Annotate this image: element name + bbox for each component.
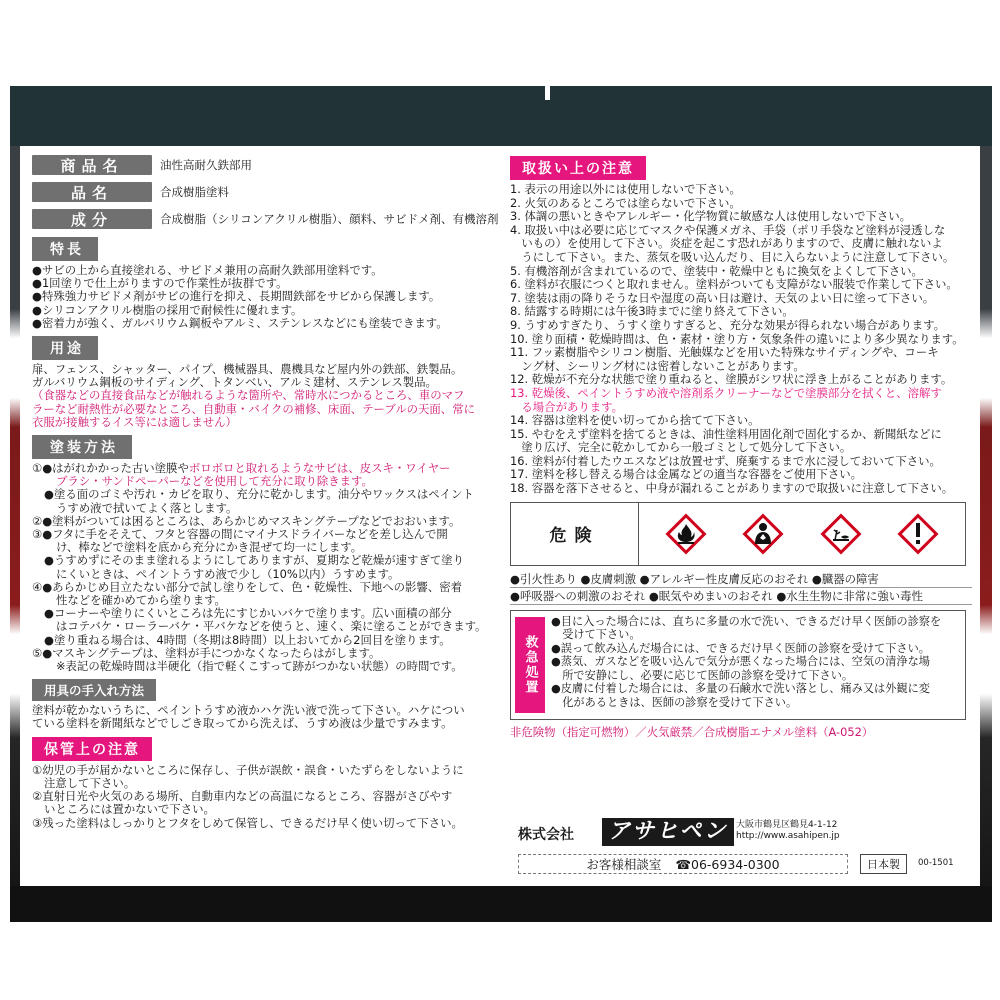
ingredients-value: 合成樹脂（シリコンアクリル樹脂）、顔料、サビドメ剤、有機溶剤 [160,212,499,226]
method-line: ①●はがれかかった古い塗膜や [32,461,189,476]
method-line: ⑤●マスキングテープは、塗料が手につかなくなったらはがします。 [32,645,381,660]
first-aid-line: ●誤って飲み込んだ場合には、できるだけ早く医師の診察を受けて下さい。 [551,641,930,655]
first-aid-line: ●蒸気、ガスなどを吸い込んで気分が悪くなった場合には、空気の清浄な場 [551,655,930,669]
handling-item: 5. 有機溶剤が含まれているので、塗装中・乾燥中ともに換気をよくして下さい。 [510,263,923,278]
handling-item: 9. うすめすぎたり、うすく塗りすぎると、充分な効果が得られない場合があります。 [510,317,946,332]
handling-item: 11. フッ素樹脂やシリコン樹脂、光触媒などを用いた特殊なサイディングや、コーキ [510,345,939,360]
handling-item: 塗り広げ、完全に乾かしてから一般ゴミとして処分して下さい。 [510,440,852,455]
hazard-line: ●呼吸器への刺激のおそれ ●眠気やめまいのおそれ ●水生生物に非常に強い毒性 [510,588,972,605]
handling-item: 13. 乾燥後、ペイントうすめ液や溶剤系クリーナーなどで塗膜部分を拭くと、溶解す [510,385,942,400]
danger-signal-word: 危険 [511,503,639,565]
item-name-value: 合成樹脂塗料 [160,185,229,199]
product-name-row [32,154,502,176]
environment-icon [819,512,863,556]
company-url: http://www.asahipen.jp [736,831,840,841]
brand-logo: アサヒペン [602,818,734,846]
hazard-statements [510,571,972,605]
first-aid-box [510,610,966,720]
handling-item: 8. 結露する時期には午後3時までに塗り終えて下さい。 [510,304,794,319]
handling-item: 17. 塗料を移し替える場合は金属などの適当な容器をご使用下さい。 [510,467,863,482]
method-rust-warning: ブラシ・サンドペーパーなどを使用して充分に取り除きます。 [56,474,373,489]
storage-heading: 保管上の注意 [32,737,152,761]
right-column [510,154,972,872]
handling-item: 12. 乾燥が不充分な状態で塗り重ねると、塗膜がシワ状に浮き上がることがあります。 [510,372,953,387]
company-address-block [736,820,840,842]
handling-item: ング材、シーリング材には密着しないことがあります。 [510,358,805,373]
method-line: け、棒などで塗料を底から充分にかき混ぜて均一にします。 [56,540,363,555]
item-name-label: 品名 [32,182,152,202]
method-note: ※表記の乾燥時間は半硬化（指で軽くこすって跡がつかない状態）の時間です。 [56,659,463,674]
handling-item: いもの）を使用して下さい。炎症を起こす恐れがありますので、皮膚に触れないよ [510,236,943,251]
storage-line: ③残った塗料はしっかりとフタをしめて保管し、できるだけ早く使い切って下さい。 [32,815,463,830]
method-line: ●塗る面のゴミや汚れ・カビを取り、充分に乾かします。油分やワックスはペイント [44,487,474,502]
handling-item: 15. やむをえず塗料を捨てるときは、油性塗料用固化剤で固化するか、新聞紙などに [510,426,942,441]
tools-line: 塗料が乾かないうちに、ペイントうすめ液かハケ洗い液で洗って下さい。ハケについ [32,703,465,718]
method-line: 性などを確かめてから塗ります。 [56,593,226,608]
health-hazard-icon [741,512,785,556]
can-left-band [10,146,20,886]
feature-item: ●密着力が強く、ガルバリウム鋼板やアルミ、ステンレスなどにも塗装できます。 [32,315,448,330]
method-line: ②●塗料がついては困るところは、あらかじめマスキングテープなどでおおいます。 [32,513,461,528]
handling-item: 3. 体調の悪いときやアレルギー・化学物質に敏感な人は使用しないで下さい。 [510,209,912,224]
method-line: ●塗り重ねる場合は、4時間（冬期は8時間）以上おいてから2回目を塗ります。 [44,632,451,647]
handling-item: る場合があります。 [510,399,623,414]
method-rust-warning: ボロボロと取れるようなサビは、皮スキ・ワイヤー [188,461,451,476]
uses-text [32,363,502,429]
storage-text [32,764,502,830]
made-in-japan-badge: 日本製 [860,854,907,874]
handling-list [510,183,972,496]
method-line: ●うすめずにそのまま塗れるようにしてありますが、夏期など乾燥が速すぎて塗り [44,553,465,568]
customer-contact [518,854,848,874]
product-label [20,146,980,886]
method-line: ④●あらかじめ目立たない部分で試し塗りをして、色・乾燥性、下地への影響、密着 [32,579,462,594]
tools-text [32,704,502,730]
company-prefix: 株式会社 [518,827,574,843]
ghs-pictograms [639,503,965,565]
handling-item: 18. 容器を落下させると、中身が漏れることがありますので取扱いに注意して下さい。 [510,481,954,496]
company-block [510,818,972,848]
item-name-row [32,181,502,203]
features-heading: 特長 [32,237,98,261]
can-top-band [10,86,992,146]
handling-item: 4. 取扱い中は必要に応じてマスクや保護メガネ、手袋（ポリ手袋など塗料が浸透しな [510,222,946,237]
first-aid-line: 所で安静にし、必要に応じて医師の診察を受けて下さい。 [551,668,854,682]
uses-warning-line: ラーなど耐熱性が必要なところ、自動車・バイクの補修、床面、テーブルの天面、常に [32,401,475,416]
uses-line: 扉、フェンス、シャッター、パイプ、機械器具、農機具など屋内外の鉄部、鉄製品。 [32,362,463,377]
method-line: ③●フタに手をそえて、フタと容器の間にマイナスドライバーなどを差し込んで開 [32,527,448,542]
handling-item: 14. 容器は塗料を使い切ってから捨てて下さい。 [510,413,760,428]
classification-text: 非危険物（指定可燃物）／火気厳禁／合成樹脂エナメル塗料（A-052） [510,724,874,739]
first-aid-line: ●皮膚に付着した場合には、多量の石鹸水で洗い落とし、痛み又は外観に変 [551,682,930,696]
first-aid-heading: 救急処置 [515,617,545,713]
feature-item: ●1回塗りで仕上がりますので作業性が抜群です。 [32,276,288,291]
handling-item: 6. 塗料が衣服につくと取れません。塗料がついても支障がない服装で作業して下さい。 [510,277,958,292]
handling-heading: 取扱い上の注意 [510,156,646,180]
method-line: にくいときは、ペイントうすめ液で少し（10%以内）うすめます。 [56,566,400,581]
exclamation-icon [896,512,940,556]
first-aid-text [549,611,945,719]
handling-item: 1. 表示の用途以外には使用しないで下さい。 [510,182,741,196]
band-tick [545,86,550,100]
uses-line: ガルバリウム鋼板のサイディング、トタンベい、アルミ建材、ステンレス製品。 [32,375,437,390]
method-line: ●コーナーや塗りにくいところは先にすじかいバケで塗ります。広い面積の部分 [44,606,452,621]
product-code: 00-1501 [918,858,954,868]
method-heading: 塗装方法 [32,435,132,459]
danger-box [510,502,966,566]
ingredients-label: 成分 [32,209,152,229]
can-bottom-band [10,886,992,922]
can-right-band [980,146,992,886]
contact-phone: ☎06-6934-0300 [675,856,780,872]
method-text [32,462,502,673]
method-line: うすめ液で拭いてよく落とします。 [56,500,238,515]
left-column [32,154,502,834]
product-name-label: 商品名 [32,155,152,175]
storage-line: いところには置かないで下さい。 [44,802,215,817]
ingredients-row [32,208,502,230]
storage-line: ①幼児の手が届かないところに保存し、子供が誤飲・誤食・いたずらをしないように [32,762,464,777]
handling-item: 7. 塗装は雨の降りそうな日や湿度の高い日は避け、天気のよい日に塗って下さい。 [510,290,935,305]
tools-line: ている塗料を新聞紙などでしごき取ってから洗えば、うすめ液は少量ですみます。 [32,716,453,731]
handling-item: 16. 塗料が付着したウエスなどは放置せず、廃棄するまで水に浸しておいて下さい。 [510,453,941,468]
first-aid-line: 受けて下さい。 [551,628,641,642]
method-line: はコテバケ・ローラーバケ・平バケなどを使うと、速く、楽に塗ることができます。 [56,619,487,634]
storage-line: ②直射日光や火気のある場所、自動車内などの高温になるところ、容器がさびやす [32,789,453,804]
first-aid-line: ●目に入った場合には、直ちに多量の水で洗い、できるだけ早く医師の診察を [551,614,942,628]
uses-heading: 用途 [32,336,98,360]
company-address: 大阪市鶴見区鶴見4-1-12 [736,820,838,830]
uses-warning-line: （食器などの直接食品などが触れるような箇所や、常時水につかるところ、車のマフ [32,388,465,403]
handling-item: 10. 塗り面積・乾燥時間は、色・素材・塗り方・気象条件の違いにより多少異なります。 [510,331,964,346]
feature-item: ●特殊強力サビドメ剤がサビの進行を抑え、長期間鉄部をサビから保護します。 [32,289,441,304]
handling-item: うにして下さい。また、蒸気を吸い込んだり、目に入らないように注意して下さい。 [510,249,955,264]
feature-item: ●サビの上から直接塗れる、サビドメ兼用の高耐久鉄部用塗料です。 [32,263,383,277]
first-aid-line: 化があるときは、医師の診察を受けて下さい。 [551,695,798,709]
features-list [32,264,502,330]
feature-item: ●シリコンアクリル樹脂の採用で耐候性に優れます。 [32,302,303,317]
hazard-line: ●引火性あり ●皮膚刺激 ●アレルギー性皮膚反応のおそれ ●臓器の障害 [510,571,972,588]
uses-warning-line: 衣服が接触するイス等には適しません） [32,414,237,429]
flame-icon [664,512,708,556]
product-name-value: 油性高耐久鉄部用 [160,158,252,172]
storage-line: 注意して下さい。 [44,775,136,790]
contact-label: お客様相談室 [586,857,662,872]
handling-item: 2. 火気のあるところでは塗らないで下さい。 [510,195,741,210]
tools-heading: 用具の手入れ方法 [32,679,156,701]
